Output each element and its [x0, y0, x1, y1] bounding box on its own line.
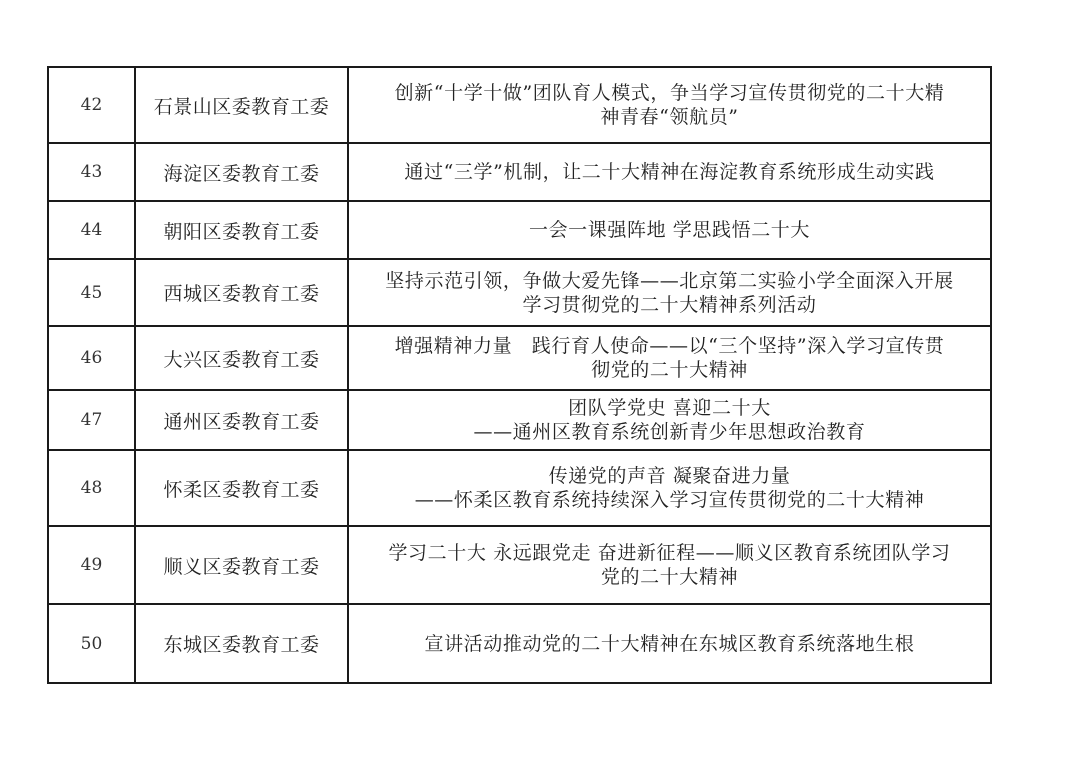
table-row	[48, 390, 991, 450]
row-number: 44	[48, 201, 135, 259]
project-title	[348, 326, 991, 390]
project-title	[348, 390, 991, 450]
project-list-table	[47, 66, 992, 684]
row-number: 50	[48, 604, 135, 683]
title-line: 一会一课强阵地 学思践悟二十大	[528, 219, 811, 241]
row-number: 47	[48, 390, 135, 450]
title-line: 党的二十大精神	[600, 566, 739, 588]
title-line: 坚持示范引领，争做大爱先锋——北京第二实验小学全面深入开展	[385, 269, 954, 292]
row-number: 45	[48, 259, 135, 326]
row-number: 42	[48, 67, 135, 143]
title-line: 团队学党史 喜迎二十大	[568, 397, 771, 419]
table-row	[48, 450, 991, 526]
row-number: 43	[48, 143, 135, 201]
title-line: 彻党的二十大精神	[591, 359, 748, 381]
row-number: 48	[48, 450, 135, 526]
row-number: 46	[48, 326, 135, 390]
table-row	[48, 526, 991, 604]
title-line: ——通州区教育系统创新青少年思想政治教育	[473, 421, 866, 443]
title-line: 学习二十大 永远跟党走 奋进新征程——顺义区教育系统团队学习	[388, 542, 951, 564]
project-title	[348, 450, 991, 526]
unit-name: 东城区委教育工委	[135, 604, 348, 683]
row-number: 49	[48, 526, 135, 604]
table-row	[48, 604, 991, 683]
table-row	[48, 201, 991, 259]
table-row	[48, 259, 991, 326]
project-title	[348, 259, 991, 326]
unit-name: 石景山区委教育工委	[135, 67, 348, 143]
project-title	[348, 526, 991, 604]
title-line: 神青春“领航员”	[600, 106, 739, 128]
project-title	[348, 67, 991, 143]
title-line: 创新“十学十做”团队育人模式，争当学习宣传贯彻党的二十大精	[394, 82, 945, 104]
project-title	[348, 604, 991, 683]
unit-name: 通州区委教育工委	[135, 390, 348, 450]
table-row	[48, 143, 991, 201]
project-title	[348, 201, 991, 259]
project-title	[348, 143, 991, 201]
table-row	[48, 67, 991, 143]
title-line: 增强精神力量 践行育人使命——以“三个坚持”深入学习宣传贯	[394, 335, 945, 357]
title-line: 宣讲活动推动党的二十大精神在东城区教育系统落地生根	[424, 632, 915, 655]
title-line: 学习贯彻党的二十大精神系列活动	[522, 293, 817, 316]
unit-name: 西城区委教育工委	[135, 259, 348, 326]
unit-name: 怀柔区委教育工委	[135, 450, 348, 526]
title-line: 通过“三学”机制，让二十大精神在海淀教育系统形成生动实践	[404, 161, 935, 183]
unit-name: 顺义区委教育工委	[135, 526, 348, 604]
unit-name: 大兴区委教育工委	[135, 326, 348, 390]
table-row	[48, 326, 991, 390]
unit-name: 海淀区委教育工委	[135, 143, 348, 201]
document-page	[47, 66, 990, 684]
title-line: ——怀柔区教育系统持续深入学习宣传贯彻党的二十大精神	[414, 489, 925, 511]
unit-name: 朝阳区委教育工委	[135, 201, 348, 259]
title-line: 传递党的声音 凝聚奋进力量	[548, 465, 791, 487]
